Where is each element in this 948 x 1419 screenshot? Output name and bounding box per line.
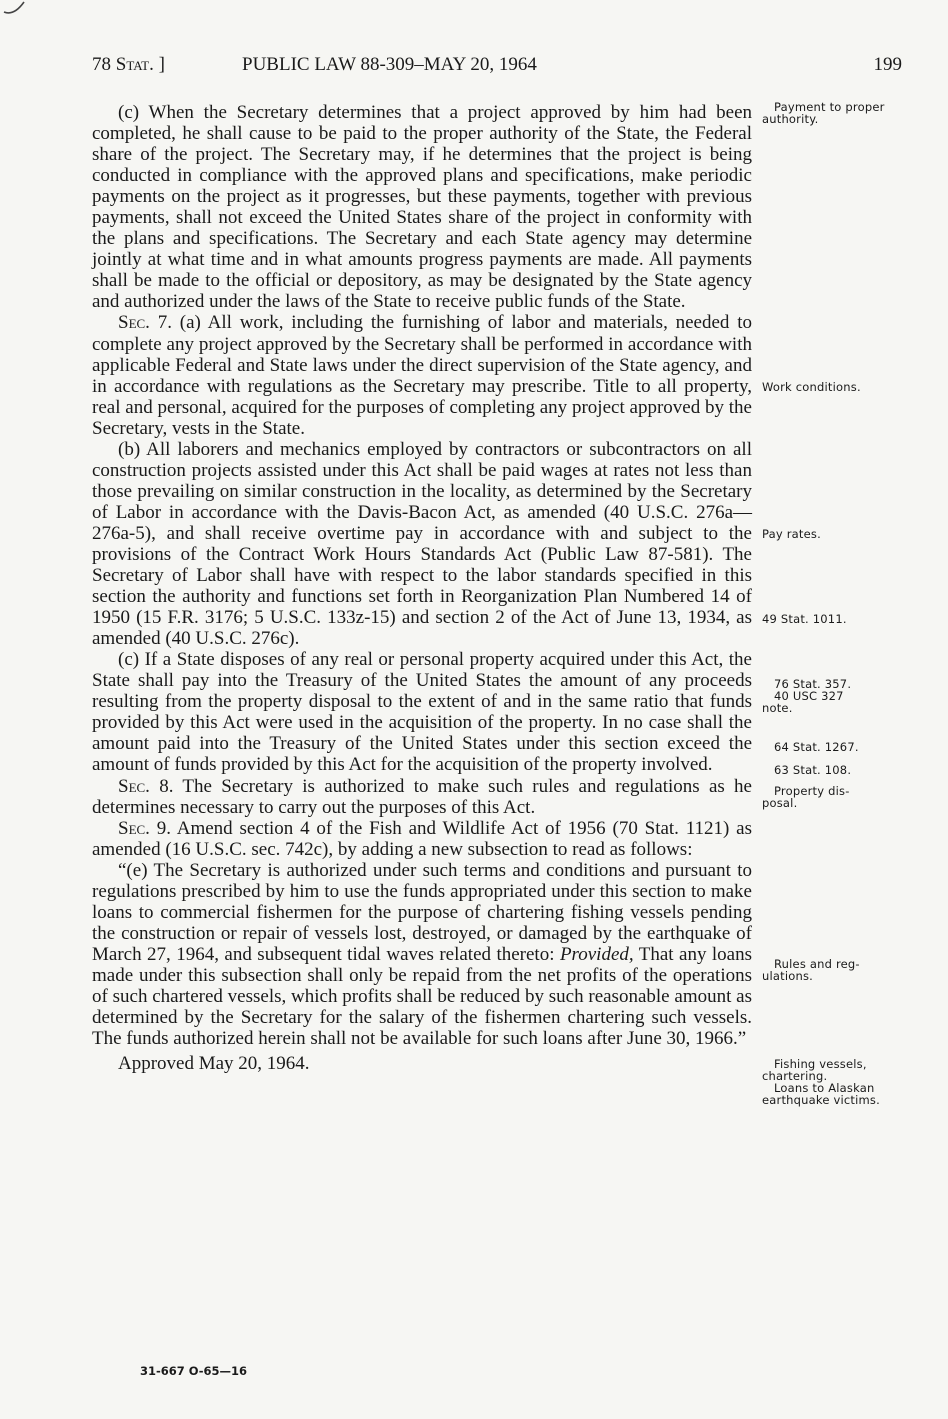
margin-note-fishing-line2: chartering.: [762, 1069, 828, 1083]
margin-note-note-line: note.: [762, 701, 793, 715]
margin-note-rules-line2: ulations.: [762, 969, 814, 983]
margin-note-payment: [762, 101, 912, 125]
margin-note-rules-line1: Rules and reg-: [774, 957, 860, 971]
section-7a: [92, 312, 752, 438]
margin-note-loans-line1: Loans to Alaskan: [774, 1081, 875, 1095]
margin-note-pay-rates: Pay rates.: [762, 527, 821, 541]
approval-line: Approved May 20, 1964.: [118, 1053, 310, 1075]
header-title: PUBLIC LAW 88-309–MAY 20, 1964: [242, 54, 537, 75]
section-7-label: Sec. 7.: [118, 312, 172, 334]
margin-note-rules: [762, 958, 912, 982]
margin-note-76-stat-line: 76 Stat. 357.: [774, 677, 852, 691]
section-9-label: Sec. 9.: [118, 817, 171, 839]
header-volume: 78 Stat. ]: [92, 54, 165, 75]
page-number: 199: [873, 54, 902, 75]
section-8: [92, 776, 752, 818]
law-body: [92, 102, 752, 1074]
margin-note-property-disposal: [762, 785, 912, 809]
margin-note-property-line2: posal.: [762, 796, 798, 810]
section-9e-text: “(e) The Secretary is authorized under such terms and conditions and pursuant to regulations prescribed by him to use the funds appropriated under this section to make loans to commercial fishermen for the purpose of chartering fishing vessels pending the construction or repair of vessels lost, destroyed, or damaged by the earthquake of March 27, 1964, and subsequent tidal waves related thereto:: [92, 859, 752, 965]
section-7b: (b) All laborers and mechanics employed by contractors or subcontractors on all construction projects assisted under this Act shall be paid wages at rates not less than those prevailing on similar construction in the locality, as determined by the Secretary of Labor in accordance with the Davis-Bacon Act, as amended (40 U.S.C. 276a—276a-5), and shall receive overtime pay in accordance with and subject to the provisions of the Contract Work Hours Standards Act (Public Law 87-581). The Secretary of Labor shall have with respect to the labor standards specified in this section the authority and functions set forth in Reorganization Plan Numbered 14 of 1950 (15 F.R. 3176; 5 U.S.C. 133z-15) and section 2 of the Act of June 13, 1934, as amended (40 U.S.C. 276c).: [92, 438, 752, 650]
section-7a-text: (a) All work, including the furnishing of labor and materials, needed to complete any project approved by the Secretary shall be performed in accordance with applicable Federal and State laws under the direct supervision of the State agency, and in accordance with regulations as the Secretary may prescribe. Title to all property, real and personal, acquired for the purposes of completing any project approved by the Secretary, vests in the State.: [92, 312, 753, 439]
margin-note-payment-line1: Payment to proper: [774, 100, 885, 114]
section-9e-proviso: That any loans made under this subsection shall only be repaid from the net profits of the operations of such chartered vessels, which profits shall be reduced by such reasonable amount as determined by the Secretary for the salary of the fishermen chartering such vessels. The funds authorized herein shall not be available for such loans after June 30, 1966.”: [92, 943, 752, 1050]
section-8-label: Sec. 8.: [118, 775, 174, 797]
paragraph-c-payment: (c) When the Secretary determines that a project approved by him had been completed, he shall cause to be paid to the proper authority of the State, the Federal share of the project. The Secretary may, if he determines that the project is being conducted in compliance with the approved plans and specifications, make periodic payments on the project as it progresses, but these payments, together with previous payments, shall not exceed the United States share of the project in conformity with the plans and specifications. The Secretary and each State agency may determine jointly at what time and in what amounts progress payments are made. All payments shall be made to the official or depository, as may be designated by the State agency and authorized under the laws of the State to receive public funds of the State.: [92, 102, 752, 313]
margin-note-fishing-vessels: [762, 1058, 912, 1106]
margin-note-76-stat: [762, 678, 912, 714]
section-7c: (c) If a State disposes of any real or personal property acquired under this Act, the State shall pay into the Treasury of the United States the amount of any proceeds resulting from the property disposal to the extent of and in the same ratio that funds provided by this Act were used in the acquisition of the property. In no case shall the amount paid into the Treasury of the United States under this section exceed the amount of funds provided by this Act for the acquisition of the property involved.: [92, 649, 752, 776]
margin-note-work-conditions: Work conditions.: [762, 380, 861, 394]
print-code: 31-667 O-65—16: [140, 1364, 248, 1378]
section-8-text: The Secretary is authorized to make such rules and regulations as he determines necessary to carry out the purposes of this Act.: [92, 775, 752, 818]
margin-note-40-usc-line: 40 USC 327: [774, 689, 844, 703]
margin-note-63-stat-line: 63 Stat. 108.: [774, 763, 852, 777]
margin-note-49-stat: 49 Stat. 1011.: [762, 612, 847, 626]
section-9: [92, 818, 752, 860]
margin-note-payment-line2: authority.: [762, 112, 819, 126]
margin-note-64-stat: [762, 741, 912, 753]
margin-note-fishing-line1: Fishing vessels,: [774, 1057, 867, 1071]
section-9-text: Amend section 4 of the Fish and Wildlife Act of 1956 (70 Stat. 1121) as amended (16 U.S.C. sec. 742c), by adding a new subsection to read as follows:: [92, 817, 752, 860]
margin-note-64-stat-line: 64 Stat. 1267.: [774, 740, 859, 754]
margin-note-63-stat: [762, 764, 912, 776]
margin-note-property-line1: Property dis-: [774, 784, 850, 798]
section-9e: [92, 860, 752, 1049]
corner-tick-mark: [2, 0, 32, 24]
provided-italic: Provided,: [559, 943, 634, 965]
margin-note-loans-line2: earthquake victims.: [762, 1093, 880, 1107]
page-header: [92, 54, 902, 84]
